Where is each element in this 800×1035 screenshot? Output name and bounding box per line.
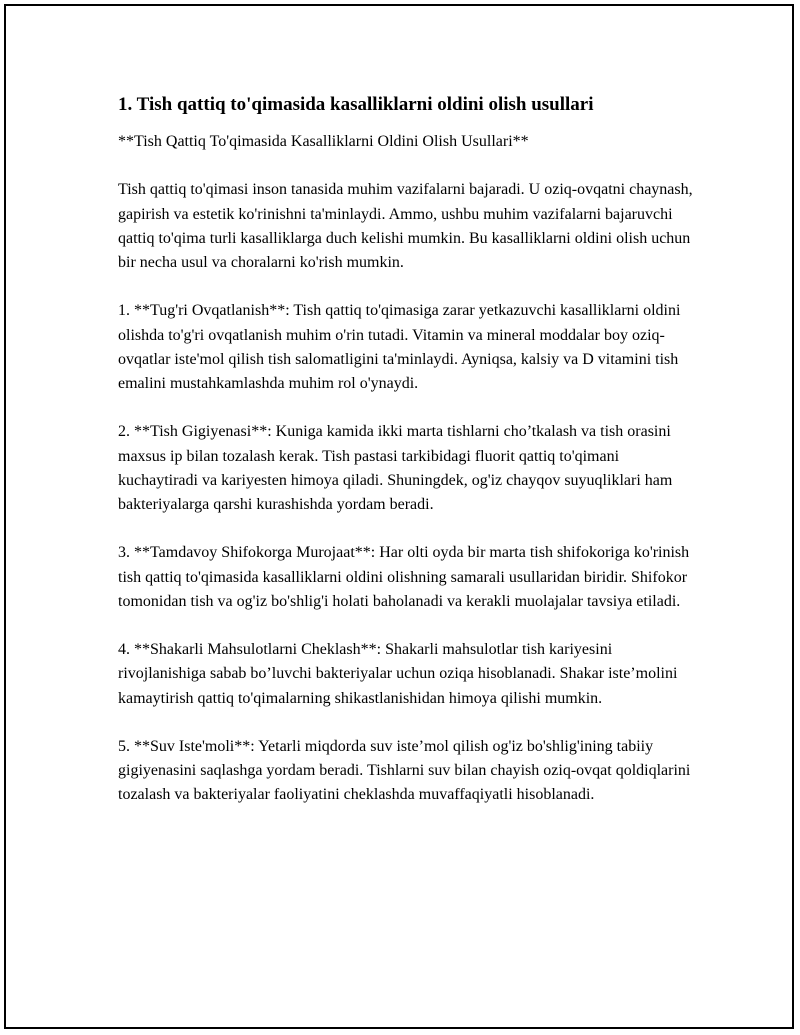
document-body	[118, 92, 693, 832]
paragraph-nutrition: 1. **Tug'ri Ovqatlanish**: Tish qattiq to'qimasiga zarar yetkazuvchi kasalliklarni oldini olishda to'g'ri ovqatlanish muhim o'rin tutadi. Vitamin va mineral moddalar boy oziq-ovqatlar iste'mol qilish tish salomatligini ta'minlaydi. Ayniqsa, kalsiy va D vitamini tish emalini mustahkamlashda muhim rol o'ynaydi.	[118, 302, 681, 392]
paragraph-sugar-limit: 4. **Shakarli Mahsulotlarni Cheklash**: Shakarli mahsulotlar tish kariyesini rivojlanishiga sabab bo’luvchi bakteriyalar uchun oziqa hisoblanadi. Shakar iste’molini kamaytirish qattiq to'qimalarning shikastlanishidan himoya qilishi mumkin.	[118, 641, 678, 707]
document-title: 1. Tish qattiq to'qimasida kasalliklarni oldini olish usullari	[118, 94, 594, 115]
paragraph-dentist-visit: 3. **Tamdavoy Shifokorga Murojaat**: Har olti oyda bir marta tish shifokoriga ko'rinish tish qattiq to'qimasida kasalliklarni oldini olishning samarali usullaridan biridir. Shifokor tomonidan tish va og'iz bo'shlig'i holati baholanadi va kerakli muolajalar tavsiya etiladi.	[118, 544, 690, 610]
intro-paragraph: Tish qattiq to'qimasi inson tanasida muhim vazifalarni bajaradi. U oziq-ovqatni chaynash, gapirish va estetik ko'rinishni ta'minlaydi. Ammo, ushbu muhim vazifalarni bajaruvchi qattiq to'qima turli kasalliklarga duch kelishi mumkin. Bu kasalliklarni oldini olish uchun bir necha usul va choralarni ko'rish mumkin.	[118, 181, 693, 271]
paragraph-water: 5. **Suv Iste'moli**: Yetarli miqdorda suv iste’mol qilish og'iz bo'shlig'ining tabiiy gigiyenasini saqlashga yordam beradi. Tishlarni suv bilan chayish oziq-ovqat qoldiqlarini tozalash va bakteriyalar faoliyatini cheklashda muvaffaqiyatli hisoblanadi.	[118, 737, 691, 804]
document-subtitle: **Tish Qattiq To'qimasida Kasalliklarni Oldini Olish Usullari**	[118, 133, 529, 150]
paragraph-hygiene: 2. **Tish Gigiyenasi**: Kuniga kamida ikki marta tishlarni cho’tkalash va tish orasini maxsus ip bilan tozalash kerak. Tish pastasi tarkibidagi fluorit qattiq to'qimani kuchaytiradi va kariyesten himoya qiladi. Shuningdek, og'iz chayqov suyuqliklari ham bakteriyalarga qarshi kurashishda yordam beradi.	[118, 423, 673, 513]
